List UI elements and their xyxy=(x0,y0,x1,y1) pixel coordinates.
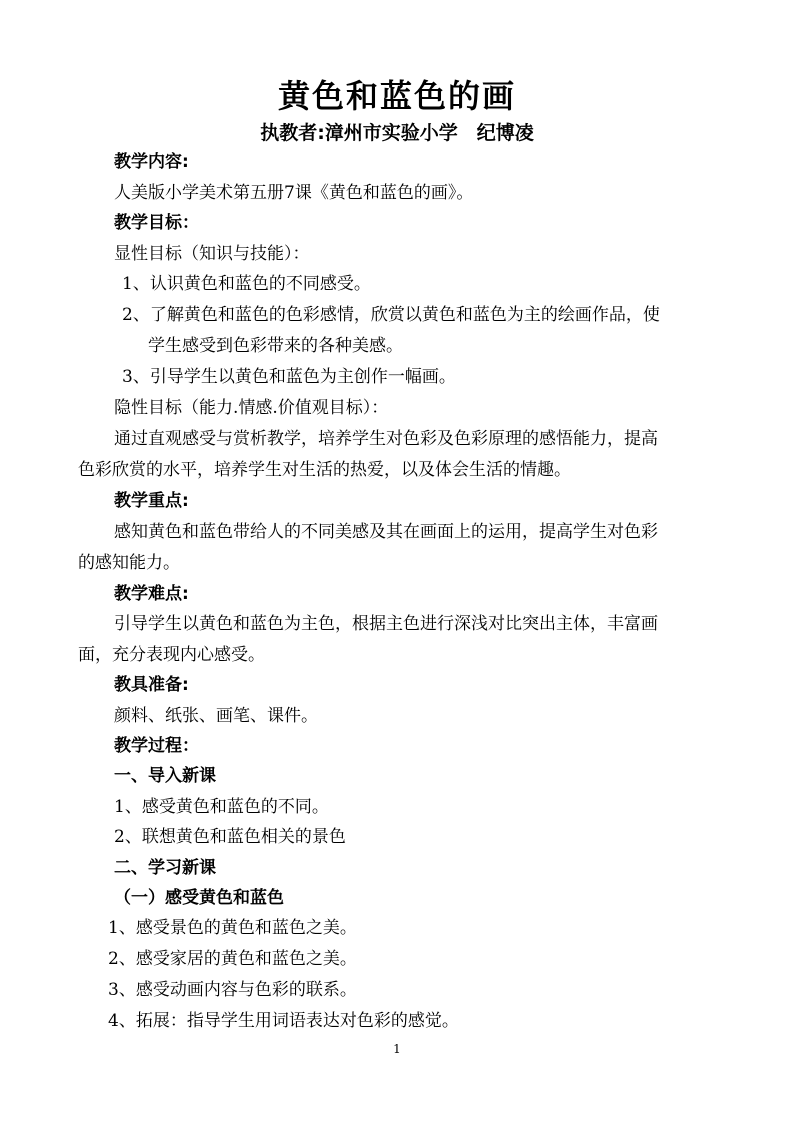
process-heading: 教学过程： xyxy=(114,736,199,756)
tools-text: 颜料、纸张、画笔、课件。 xyxy=(114,706,318,726)
subsection-item-1: 1、感受景色的黄色和蓝色之美。 xyxy=(108,918,357,938)
section-1-item-2: 2、联想黄色和蓝色相关的景色 xyxy=(114,827,346,847)
difficulty-line-1: 引导学生以黄色和蓝色为主色，根据主色进行深浅对比突出主体，丰富画 xyxy=(114,614,658,634)
section-1-item-1: 1、感受黄色和蓝色的不同。 xyxy=(114,797,329,817)
difficulty-heading: 教学难点: xyxy=(114,584,189,604)
subsection-item-2: 2、感受家居的黄色和蓝色之美。 xyxy=(108,949,357,969)
goals-heading: 教学目标： xyxy=(114,213,199,233)
subsection-item-3: 3、感受动画内容与色彩的联系。 xyxy=(108,980,357,1000)
goal-item-3: 3、引导学生以黄色和蓝色为主创作一幅画。 xyxy=(122,367,456,387)
goal-item-2-line-2: 学生感受到色彩带来的各种美感。 xyxy=(148,336,403,356)
implicit-goal-line-2: 色彩欣赏的水平，培养学生对生活的热爱，以及体会生活的情趣。 xyxy=(78,460,571,480)
key-points-line-1: 感知黄色和蓝色带给人的不同美感及其在画面上的运用，提高学生对色彩 xyxy=(114,522,658,542)
implicit-goal-heading: 隐性目标（能力.情感.价值观目标）： xyxy=(114,398,389,418)
content-heading: 教学内容: xyxy=(114,152,189,172)
content-text: 人美版小学美术第五册7课《黄色和蓝色的画》。 xyxy=(114,183,474,203)
subsection-1-heading: （一）感受黄色和蓝色 xyxy=(114,888,284,908)
difficulty-line-2: 面，充分表现内心感受。 xyxy=(78,645,265,665)
author-line: 执教者:漳州市实验小学 纪博凌 xyxy=(260,122,534,144)
tools-heading: 教具准备: xyxy=(114,675,189,695)
implicit-goal-line-1: 通过直观感受与赏析教学，培养学生对色彩及色彩原理的感悟能力，提高 xyxy=(114,429,658,449)
key-points-line-2: 的感知能力。 xyxy=(78,553,180,573)
section-1-heading: 一、导入新课 xyxy=(114,766,216,786)
goal-item-1: 1、认识黄色和蓝色的不同感受。 xyxy=(122,274,371,294)
key-points-heading: 教学重点: xyxy=(114,491,189,511)
document-title: 黄色和蓝色的画 xyxy=(277,77,516,115)
goal-item-2-line-1: 2、了解黄色和蓝色的色彩感情，欣赏以黄色和蓝色为主的绘画作品，使 xyxy=(122,305,660,325)
subsection-item-4: 4、拓展：指导学生用词语表达对色彩的感觉。 xyxy=(108,1011,459,1031)
page-number: 1 xyxy=(393,1042,401,1056)
explicit-goal-heading: 显性目标（知识与技能）： xyxy=(114,244,310,264)
section-2-heading: 二、学习新课 xyxy=(114,858,216,878)
